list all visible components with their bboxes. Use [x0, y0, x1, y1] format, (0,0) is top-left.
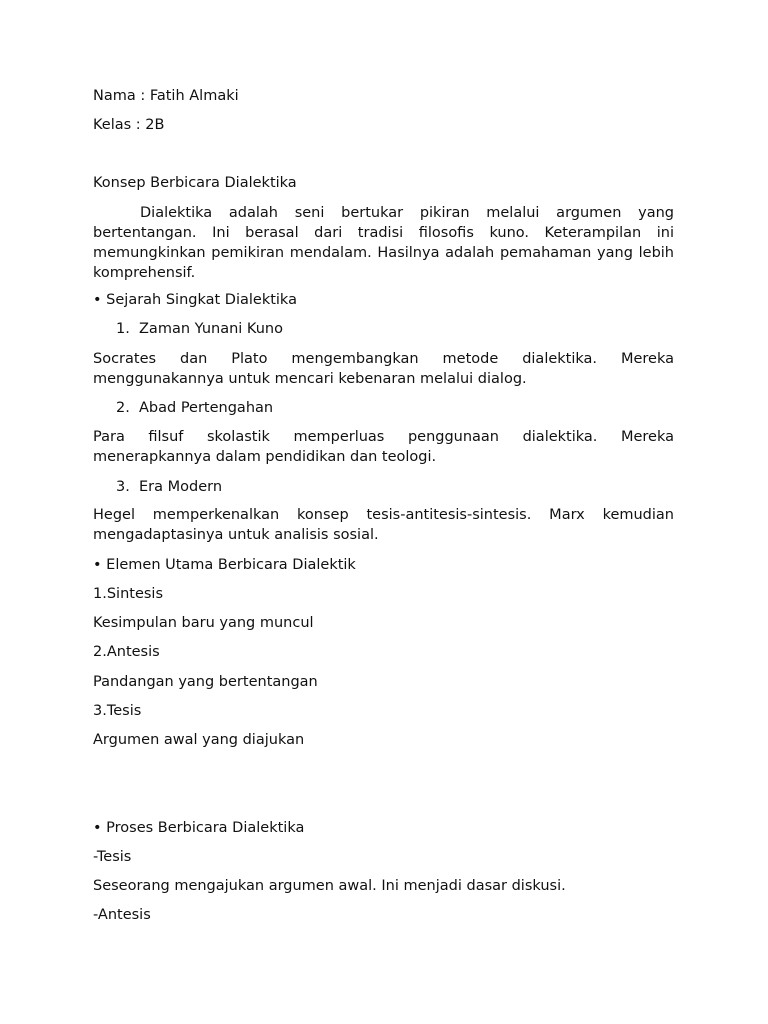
- history-item-3: [116, 477, 222, 497]
- element-3-text: Argumen awal yang diajukan: [93, 732, 305, 748]
- element-3-label: 3.Tesis: [93, 703, 142, 719]
- history-item-2-number: 2.: [116, 400, 130, 416]
- element-2-text: Pandangan yang bertentangan: [93, 674, 318, 690]
- history-item-2-text: Para filsuf skolastik memperluas penggunaan dialektika. Mereka menerapkannya dalam pendidikan dan teologi.: [93, 429, 674, 465]
- history-item-1: [116, 319, 283, 339]
- student-class: Kelas : 2B: [93, 117, 165, 133]
- document-title: Konsep Berbicara Dialektika: [93, 175, 297, 191]
- history-item-3-text: Hegel memperkenalkan konsep tesis-antitesis-sintesis. Marx kemudian mengadaptasinya untuk analisis sosial.: [93, 507, 674, 543]
- process-1-text: Seseorang mengajukan argumen awal. Ini menjadi dasar diskusi.: [93, 878, 566, 894]
- history-item-3-number: 3.: [116, 479, 130, 495]
- element-1-label: 1.Sintesis: [93, 586, 164, 602]
- history-item-2: [116, 398, 273, 418]
- process-2-label: -Antesis: [93, 907, 151, 923]
- history-item-1-number: 1.: [116, 321, 130, 337]
- intro-paragraph: Dialektika adalah seni bertukar pikiran melalui argumen yang bertentangan. Ini berasal dari tradisi filosofis kuno. Keterampilan ini memungkinkan pemikiran mendalam. Hasilnya adalah pemahaman yang lebih komprehensif.: [93, 205, 674, 281]
- history-item-3-label: Era Modern: [139, 479, 223, 495]
- history-item-2-label: Abad Pertengahan: [139, 400, 274, 416]
- process-heading: • Proses Berbicara Dialektika: [93, 820, 305, 836]
- history-item-1-label: Zaman Yunani Kuno: [139, 321, 283, 337]
- history-heading: • Sejarah Singkat Dialektika: [93, 292, 297, 308]
- student-name: Nama : Fatih Almaki: [93, 88, 239, 104]
- process-1-label: -Tesis: [93, 849, 132, 865]
- element-1-text: Kesimpulan baru yang muncul: [93, 615, 314, 631]
- history-item-1-text: Socrates dan Plato mengembangkan metode dialektika. Mereka menggunakannya untuk mencari kebenaran melalui dialog.: [93, 351, 674, 387]
- element-2-label: 2.Antesis: [93, 644, 160, 660]
- elements-heading: • Elemen Utama Berbicara Dialektik: [93, 557, 356, 573]
